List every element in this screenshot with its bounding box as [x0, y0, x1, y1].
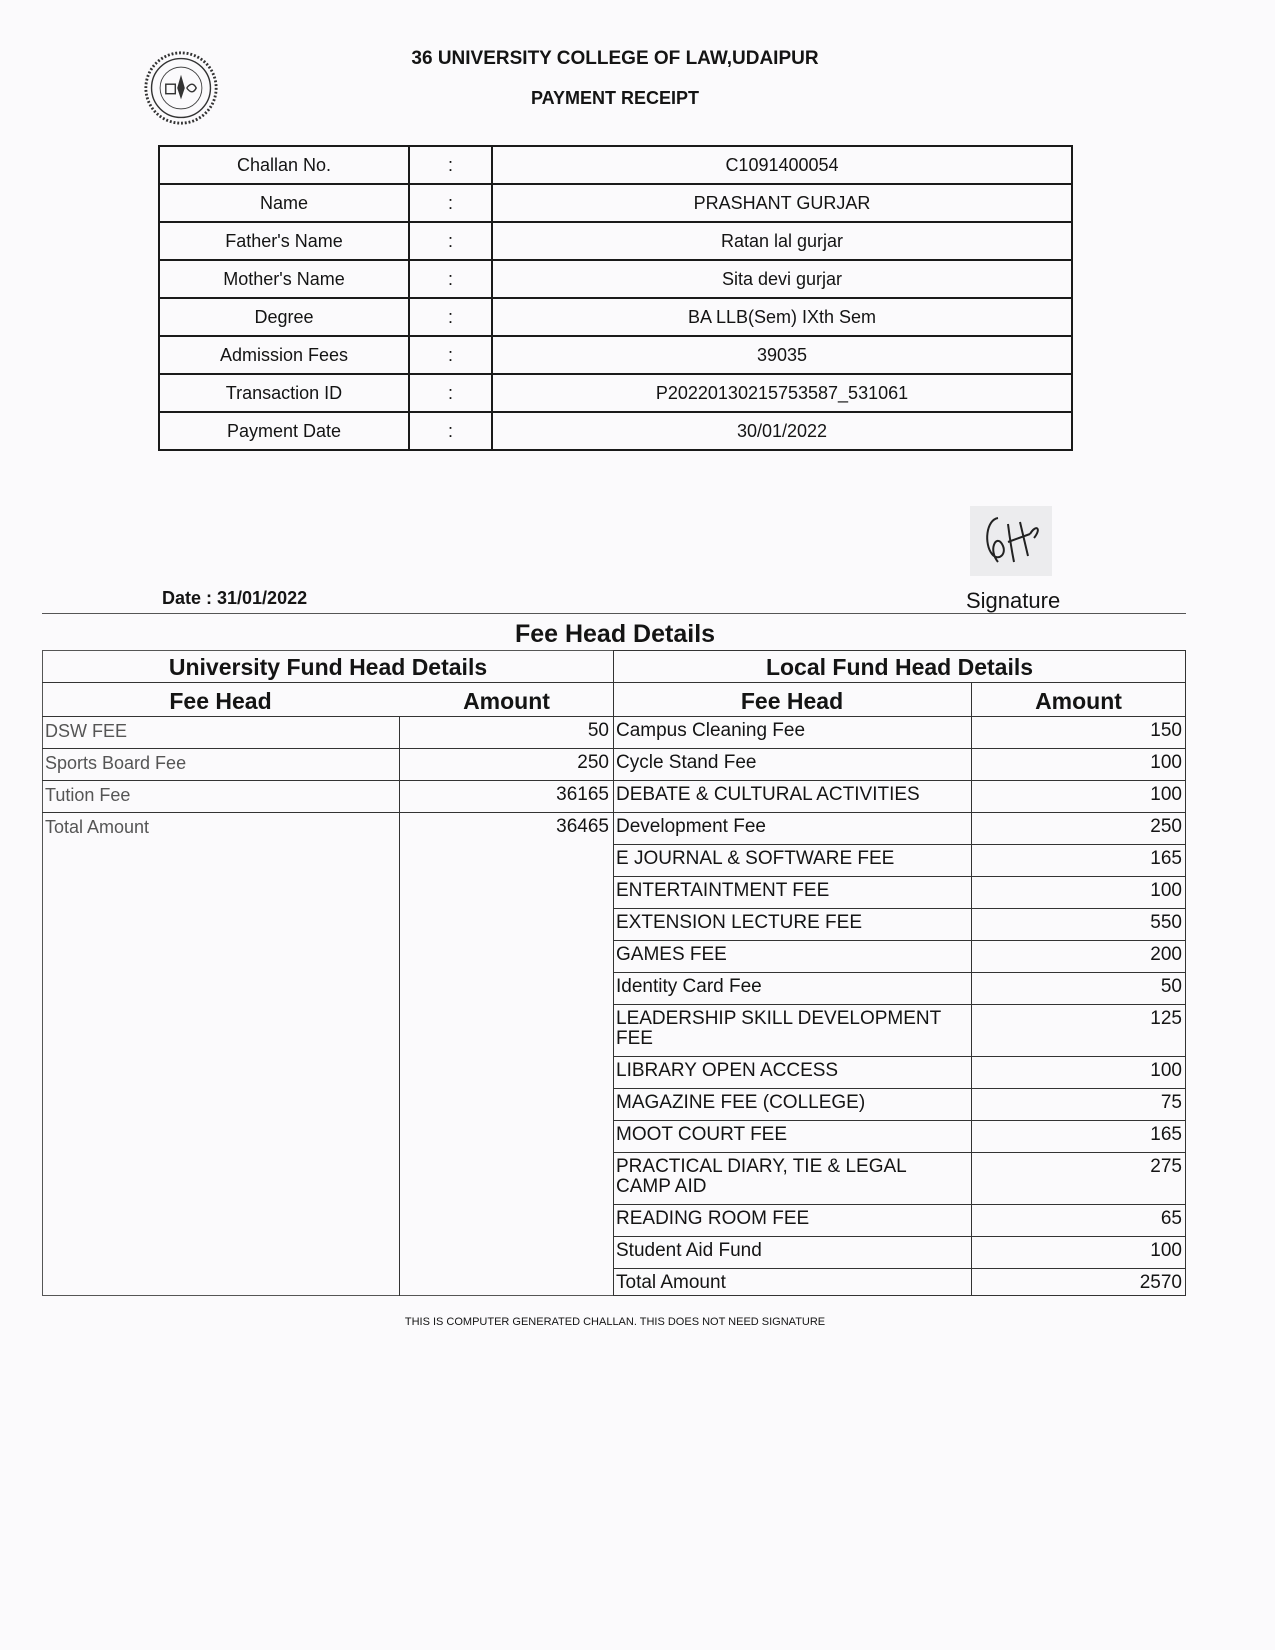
info-separator: : [409, 298, 492, 336]
fee-row [613, 972, 1186, 1004]
fee-head: E JOURNAL & SOFTWARE FEE [616, 848, 895, 869]
info-value: BA LLB(Sem) IXth Sem [492, 298, 1072, 336]
handwritten-signature [968, 504, 1054, 578]
column-header-amount: Amount [463, 688, 550, 714]
fee-amount: 100 [1150, 880, 1182, 901]
fee-head: LIBRARY OPEN ACCESS [616, 1060, 839, 1081]
fee-head: ENTERTAINTMENT FEE [616, 880, 830, 901]
fee-row [613, 1120, 1186, 1152]
fee-head: DSW FEE [45, 721, 128, 741]
signature-label: Signature [966, 588, 1061, 613]
info-row [159, 222, 1072, 260]
info-value: 39035 [492, 336, 1072, 374]
fee-row [613, 1268, 1186, 1300]
fee-head: Sports Board Fee [45, 753, 187, 773]
info-row [159, 260, 1072, 298]
fee-amount: 250 [1150, 816, 1182, 837]
info-separator: : [409, 260, 492, 298]
fee-head: Campus Cleaning Fee [616, 720, 806, 741]
fee-row [613, 1152, 1186, 1204]
info-value: C1091400054 [492, 146, 1072, 184]
info-separator: : [409, 336, 492, 374]
info-value: P20220130215753587_531061 [492, 374, 1072, 412]
fee-head-title: Fee Head Details [514, 620, 716, 648]
divider [42, 682, 614, 683]
fee-row [613, 748, 1186, 780]
info-value: Sita devi gurjar [492, 260, 1072, 298]
info-row [159, 298, 1072, 336]
fee-amount: 100 [1150, 1060, 1182, 1081]
info-label: Name [159, 184, 409, 222]
fee-row [613, 716, 1186, 748]
info-label: Degree [159, 298, 409, 336]
info-row [159, 374, 1072, 412]
fee-row [613, 940, 1186, 972]
info-value: Ratan lal gurjar [492, 222, 1072, 260]
fee-row [42, 780, 614, 812]
fee-head: Identity Card Fee [616, 976, 762, 997]
fee-amount: 36165 [556, 784, 609, 805]
fee-head: Tution Fee [45, 785, 131, 805]
receipt-title: PAYMENT RECEIPT [530, 88, 700, 108]
issue-date: Date : 31/01/2022 [162, 588, 308, 608]
info-label: Transaction ID [159, 374, 409, 412]
fee-head: Total Amount [616, 1272, 726, 1293]
fee-amount: 100 [1150, 784, 1182, 805]
info-value: 30/01/2022 [492, 412, 1072, 450]
fee-head: EXTENSION LECTURE FEE [616, 912, 862, 933]
info-label: Admission Fees [159, 336, 409, 374]
divider [42, 613, 1186, 614]
fee-amount: 2570 [1139, 1272, 1182, 1293]
fee-row [613, 1204, 1186, 1236]
column-header-amount: Amount [1035, 688, 1122, 714]
info-row [159, 184, 1072, 222]
fee-row [613, 1056, 1186, 1088]
university-fund-header: University Fund Head Details [168, 654, 488, 680]
fee-head: Cycle Stand Fee [616, 752, 757, 773]
fee-row [613, 812, 1186, 844]
fee-amount: 200 [1150, 944, 1182, 965]
info-separator: : [409, 374, 492, 412]
student-info-table [158, 145, 1073, 451]
info-separator: : [409, 184, 492, 222]
local-fund-header: Local Fund Head Details [765, 654, 1034, 680]
info-row [159, 412, 1072, 450]
fee-row [613, 876, 1186, 908]
fee-head: READING ROOM FEE [616, 1208, 810, 1229]
fee-head: Development Fee [616, 816, 766, 837]
fee-head: PRACTICAL DIARY, TIE & LEGAL CAMP AID [616, 1156, 907, 1197]
fee-amount: 165 [1150, 848, 1182, 869]
info-value: PRASHANT GURJAR [492, 184, 1072, 222]
info-label: Payment Date [159, 412, 409, 450]
fee-head: LEADERSHIP SKILL DEVELOPMENT FEE [616, 1008, 941, 1049]
fee-head: GAMES FEE [616, 944, 727, 965]
fee-amount: 100 [1150, 752, 1182, 773]
fee-head: MOOT COURT FEE [616, 1124, 788, 1145]
fee-amount: 150 [1150, 720, 1182, 741]
fee-row [613, 1004, 1186, 1056]
institution-title: 36 UNIVERSITY COLLEGE OF LAW,UDAIPUR [411, 48, 819, 69]
fee-row [613, 1088, 1186, 1120]
fee-row [42, 748, 614, 780]
fee-amount: 50 [1160, 976, 1182, 997]
fee-head: MAGAZINE FEE (COLLEGE) [616, 1092, 866, 1113]
fee-amount: 50 [587, 720, 609, 741]
fee-amount: 65 [1160, 1208, 1182, 1229]
info-separator: : [409, 222, 492, 260]
fee-amount: 75 [1160, 1092, 1182, 1113]
divider [613, 682, 1186, 683]
fee-head: DEBATE & CULTURAL ACTIVITIES [616, 784, 920, 805]
fee-head: Total Amount [45, 817, 150, 837]
fee-row [42, 716, 614, 748]
fee-row [613, 780, 1186, 812]
fee-head: Student Aid Fund [616, 1240, 762, 1261]
fee-amount: 275 [1150, 1156, 1182, 1177]
info-label: Challan No. [159, 146, 409, 184]
fee-amount: 550 [1150, 912, 1182, 933]
fee-amount: 165 [1150, 1124, 1182, 1145]
info-label: Mother's Name [159, 260, 409, 298]
fee-amount: 125 [1150, 1008, 1182, 1029]
info-row [159, 146, 1072, 184]
column-header-fee-head: Fee Head [740, 688, 844, 714]
info-separator: : [409, 412, 492, 450]
info-separator: : [409, 146, 492, 184]
fee-row [42, 812, 614, 844]
info-row [159, 336, 1072, 374]
fee-row [613, 908, 1186, 940]
fee-amount: 100 [1150, 1240, 1182, 1261]
footer-note: THIS IS COMPUTER GENERATED CHALLAN. THIS DOES NOT NEED SIGNATURE [404, 1316, 826, 1328]
fee-amount: 36465 [556, 816, 609, 837]
info-label: Father's Name [159, 222, 409, 260]
fee-row [613, 844, 1186, 876]
fee-amount: 250 [577, 752, 609, 773]
fee-row [613, 1236, 1186, 1268]
column-header-fee-head: Fee Head [169, 688, 272, 714]
